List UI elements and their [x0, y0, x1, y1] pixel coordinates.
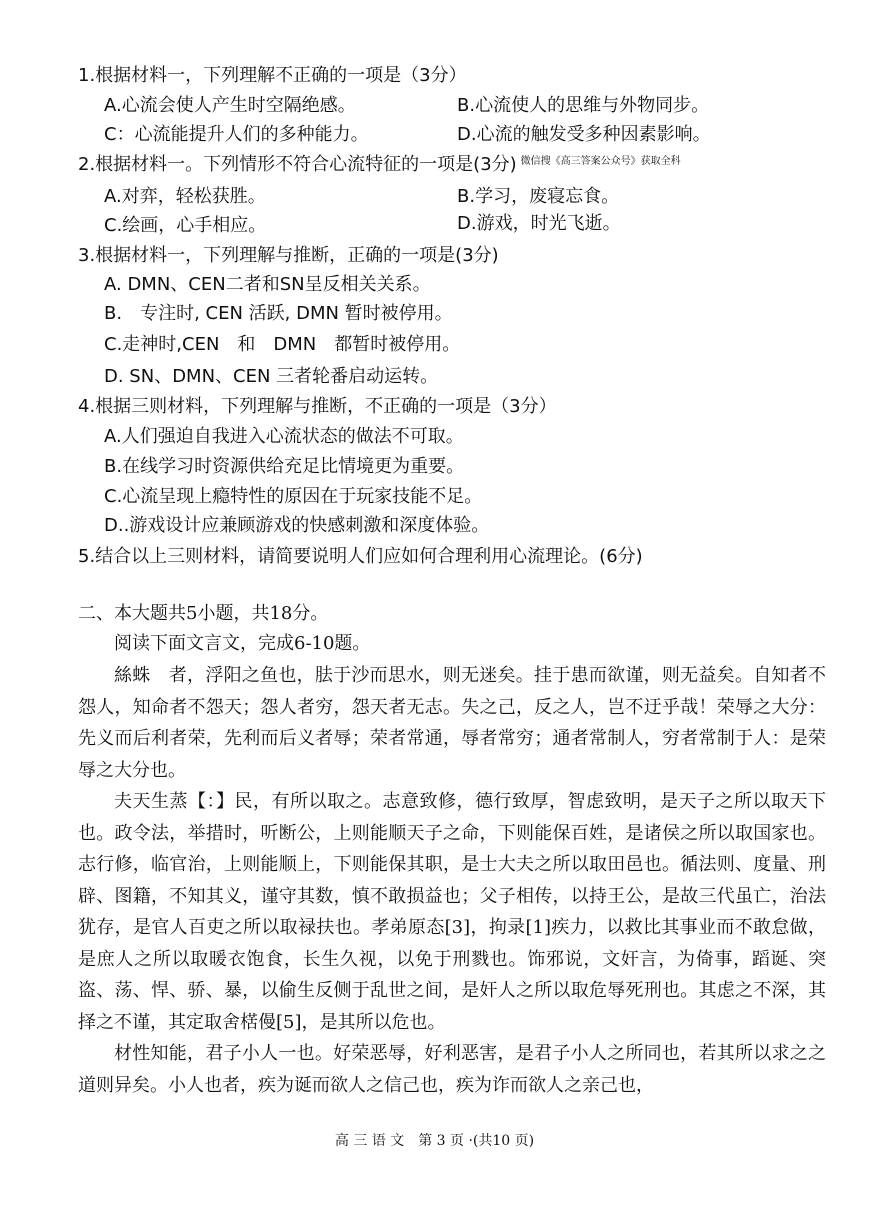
question-1-stem: 1.根据材料一，下列理解不正确的一项是（3分） — [78, 65, 467, 86]
question-2-stem: 2.根据材料一。下列情形不符合心流特征的一项是(3分) — [78, 154, 517, 175]
question-1-option-d: D.心流的触发受多种因素影响。 — [457, 124, 711, 145]
question-4-option-a: A.人们强迫自我进入心流状态的做法不可取。 — [104, 426, 464, 447]
question-4-option-b: B.在线学习时资源供给充足比情境更为重要。 — [104, 456, 465, 477]
question-2-option-b: B.学习，废寝忘食。 — [457, 186, 620, 207]
section-instruction: 阅读下面文言文，完成6-10题。 — [114, 633, 371, 654]
passage-paragraph-1: 絲蛛 者，浮阳之鱼也，胠于沙而思水，则无迷矣。挂于患而欲谨，则无益矣。自知者不怨人，知命者不怨天；怨人者穷，怨天者无志。失之己，反之人，岂不迂乎哉！荣辱之大分：先义而后利者荣，先利而后义者辱；荣者常通，辱者常穷；通者常制人，穷者常制于人：是荣辱之大分也。 — [78, 665, 826, 781]
passage-paragraph-3: 材性知能，君子小人一也。好荣恶辱，好利恶害，是君子小人之所同也，若其所以求之之道则异矣。小人也者，疾为诞而欲人之信己也，疾为诈而欲人之亲己也， — [78, 1043, 826, 1096]
question-3-option-c: C.走神时,CEN 和 DMN 都暂时被停用。 — [104, 334, 461, 355]
classical-passage — [78, 660, 826, 1101]
page-footer: 高 三 语 文 第 3 页 ·(共10 页) — [334, 1133, 535, 1149]
question-4-option-d: D..游戏设计应兼顾游戏的快感刺激和深度体验。 — [104, 515, 490, 536]
section-heading: 二、本大题共5小题，共18分。 — [78, 603, 329, 624]
question-4-stem: 4.根据三则材料，下列理解与推断，不正确的一项是（3分） — [78, 396, 557, 417]
question-2-option-c: C.绘画，心手相应。 — [104, 215, 267, 236]
question-1-option-c: C：心流能提升人们的多种能力。 — [104, 124, 369, 145]
passage-paragraph-2: 夫天生蒸【：】民，有所以取之。志意致修，德行致厚，智虑致明，是天子之所以取天下也。政令法，举措时，听断公，上则能顺天子之命，下则能保百姓，是诸侯之所以取国家也。志行修，临官治，上则能顺上，下则能保其职，是士大夫之所以取田邑也。循法则、度量、刑辟、图籍，不知其义，谨守其数，慎不敢损益也；父子相传，以持王公，是故三代虽亡，治法犹存，是官人百吏之所以取禄扶也。孝弟原态[3]，拘录[1]疾力，以救比其事业而不敢怠做，是庶人之所以取暖衣饱食，长生久视，以免于刑戮也。饰邪说，文奸言，为倚事，蹈诞、突盗、荡、悍、骄、暴，以偷生反侧于乱世之间，是奸人之所以取危辱死刑也。其虑之不深，其择之不谨，其定取舍楛僈[5]，是其所以危也。 — [78, 791, 826, 1033]
question-1-option-b: B.心流使人的思维与外物同步。 — [457, 95, 710, 116]
question-1-option-a: A.心流会使人产生时空隔绝感。 — [104, 95, 356, 116]
question-4-option-c: C.心流呈现上瘾特性的原因在于玩家技能不足。 — [104, 486, 483, 507]
question-3-option-b: B. 专注时, CEN 活跃, DMN 暂时被停用。 — [104, 303, 453, 324]
question-3-option-d: D. SN、DMN、CEN 三者轮番启动运转。 — [104, 366, 439, 387]
question-3-stem: 3.根据材料一，下列理解与推断，正确的一项是(3分) — [78, 245, 499, 266]
question-5-stem: 5.结合以上三则材料，请简要说明人们应如何合理利用心流理论。(6分) — [78, 546, 643, 567]
question-2-option-a: A.对弈，轻松获胜。 — [104, 186, 266, 207]
watermark-note: 微信搜《高三答案公众号》获取全科 — [520, 156, 681, 167]
question-3-option-a: A. DMN、CEN二者和SN呈反相关关系。 — [104, 274, 431, 295]
question-2-line — [78, 153, 681, 177]
question-2-option-d: D.游戏，时光飞逝。 — [457, 213, 621, 234]
